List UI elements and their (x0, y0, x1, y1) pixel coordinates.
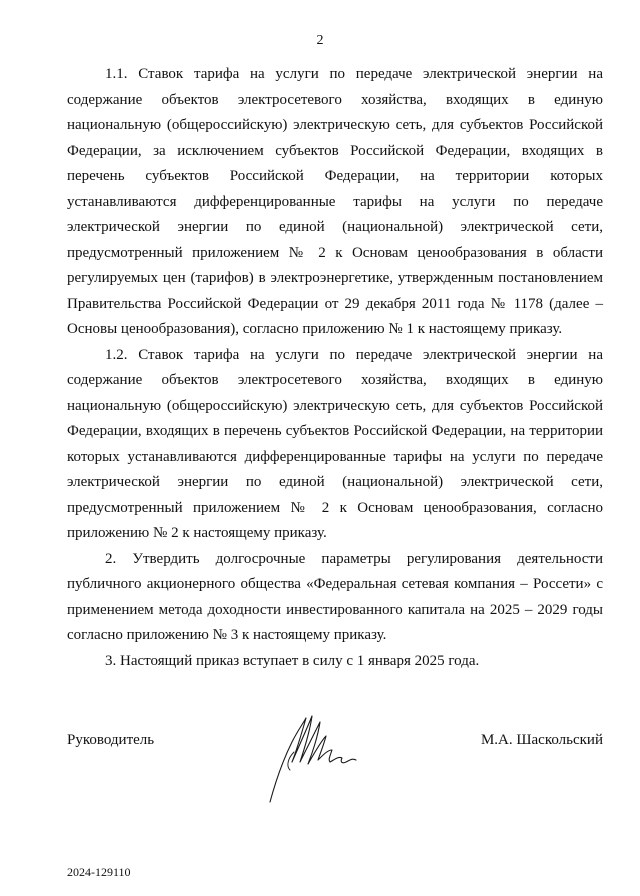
paragraph-1-1: 1.1. Ставок тарифа на услуги по передаче электрической энергии на содержание объектов электросетевого хозяйства, входящих в единую национальную (общероссийскую) электрическую сеть, для субъектов Российской Федерации, за исключением субъектов Российской Федерации, входящих в перечень субъектов Российской Федерации, на территории которых устанавливаются дифференцированные тарифы на услуги по передаче электрической энергии по единой (национальной) электрической сети, предусмотренный приложением № 2 к Основам ценообразования в области регулируемых цен (тарифов) в электроэнергетике, утвержденным постановлением Правительства Российской Федерации от 29 декабря 2011 года № 1178 (далее – Основы ценообразования), согласно приложению № 1 к настоящему приказу. (67, 66, 603, 337)
signatory-title: Руководитель (67, 732, 155, 748)
paragraph-3: 3. Настоящий приказ вступает в силу с 1 января 2025 года. (105, 652, 480, 669)
document-number: 2024-129110 (67, 865, 131, 879)
paragraph-2: 2. Утвердить долгосрочные параметры регулирования деятельности публичного акционерного общества «Федеральная сетевая компания – Россети» с применением метода доходности инвестированного капитала на 2025 – 2029 годы согласно приложению № 3 к настоящему приказу. (67, 550, 603, 643)
signature-block (67, 732, 603, 752)
document-body (67, 62, 603, 674)
signatory-name: М.А. Шаскольский (480, 732, 603, 748)
handwritten-signature (262, 700, 372, 810)
paragraph-1-2: 1.2. Ставок тарифа на услуги по передаче электрической энергии на содержание объектов электросетевого хозяйства, входящих в единую национальную (общероссийскую) электрическую сеть, для субъектов Российской Федерации, входящих в перечень субъектов Российской Федерации, на территории которых устанавливаются дифференцированные тарифы на услуги по передаче электрической энергии по единой (национальной) электрической сети, предусмотренный приложением № 2 к Основам ценообразования, согласно приложению № 2 к настоящему приказу. (67, 346, 603, 541)
page-number: 2 (316, 33, 324, 48)
